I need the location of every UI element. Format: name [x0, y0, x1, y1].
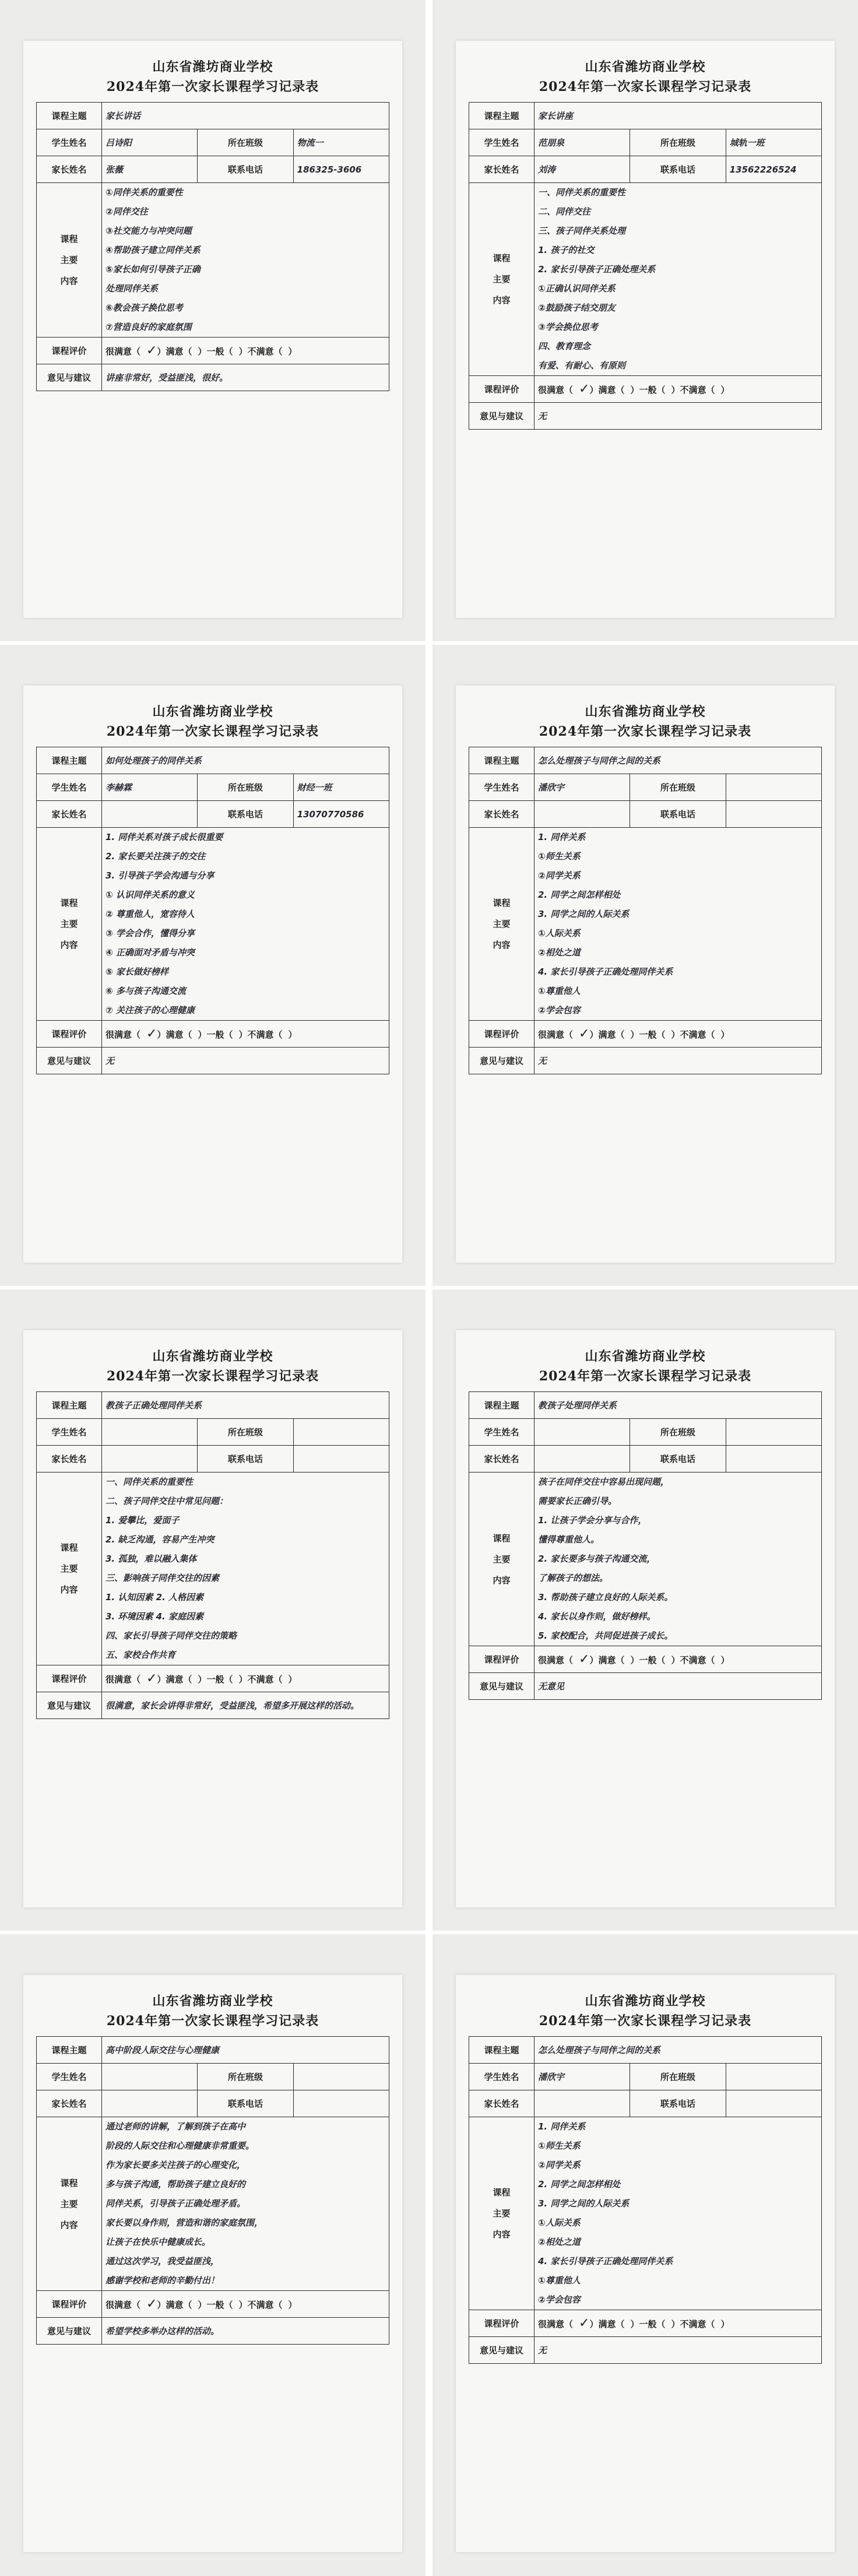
form-photo: [0, 645, 426, 1286]
rating-option: ）一般（: [630, 385, 666, 395]
parent-value: [102, 801, 198, 828]
content-text: [102, 183, 389, 338]
check-mark-icon: ✓: [579, 1652, 590, 1667]
phone-value: [726, 801, 821, 828]
rating-option: 很满意（: [106, 2300, 141, 2310]
topic-value: 怎么处理孩子与同伴之间的关系: [535, 747, 822, 774]
topic-value: 教孩子正确处理同伴关系: [102, 1392, 389, 1419]
form-photo: [432, 645, 858, 1286]
rating-option: ）: [720, 385, 730, 395]
school-name: 山东省潍坊商业学校: [585, 1994, 706, 2009]
form-photo: [432, 0, 858, 641]
content-line: ① 认识同伴关系的意义: [106, 890, 195, 900]
rating-option: ）不满意（: [671, 385, 715, 395]
form-title: 2024年第一次家长课程学习记录表: [539, 79, 752, 94]
form-photo: [0, 0, 426, 641]
content-line: 孩子在同伴交往中容易出现问题，: [538, 1477, 670, 1487]
phone-label: 联系电话: [630, 156, 726, 183]
rating-option: ）满意（: [589, 2319, 625, 2329]
content-line: 通过老师的讲解，了解到孩子在高中: [106, 2121, 246, 2132]
form-title: 2024年第一次家长课程学习记录表: [106, 79, 319, 94]
class-value: [726, 2064, 821, 2090]
rating-option: 很满意（: [538, 2319, 574, 2329]
content-line: 3. 同学之间的人际关系: [538, 2198, 630, 2209]
class-value: [293, 1419, 389, 1446]
content-line: 2. 家长要关注孩子的交往: [106, 851, 206, 862]
record-table: [469, 1391, 822, 1700]
topic-label: 课程主题: [37, 1392, 102, 1419]
content-line: 3. 孤独，难以融入集体: [106, 1554, 197, 1564]
parent-label: 家长姓名: [37, 1446, 102, 1472]
content-label: 课程 主要 内容: [469, 1472, 535, 1646]
record-form-sheet: [456, 41, 835, 618]
content-line: ⑤ 家长做好榜样: [106, 967, 168, 977]
class-label: 所在班级: [630, 2064, 726, 2090]
content-line: 4. 家长以身作则，做好榜样。: [538, 1611, 656, 1622]
record-table: [36, 747, 389, 1074]
suggestion-text: 无: [102, 1048, 389, 1074]
content-text: [102, 2117, 389, 2291]
evaluation-label: 课程评价: [469, 1646, 535, 1673]
content-text: [535, 2117, 822, 2310]
record-form-sheet: [456, 1975, 835, 2552]
suggestion-text: 无: [535, 403, 822, 430]
content-line: 1. 同伴关系: [538, 832, 586, 842]
rating-option: ）一般（: [630, 1655, 666, 1665]
student-value: 吕诗阳: [102, 129, 198, 156]
phone-value: [726, 2090, 821, 2117]
content-line: 2. 同学之间怎样相处: [538, 890, 621, 900]
student-value: [535, 1419, 630, 1446]
rating-option: ）一般（: [630, 2319, 666, 2329]
form-title: 2024年第一次家长课程学习记录表: [539, 1369, 752, 1384]
parent-label: 家长姓名: [37, 801, 102, 828]
content-line: 懂得尊重他人。: [538, 1534, 600, 1545]
student-label: 学生姓名: [469, 129, 535, 156]
parent-value: [102, 2090, 198, 2117]
content-line: 1. 孩子的社交: [538, 245, 595, 255]
content-line: 2. 家长引导孩子正确处理关系: [538, 264, 656, 275]
form-title: 2024年第一次家长课程学习记录表: [106, 1369, 319, 1384]
content-line: ②同学关系: [538, 870, 581, 881]
phone-label: 联系电话: [198, 2090, 293, 2117]
content-line: 1. 让孩子学会分享与合作，: [538, 1515, 647, 1526]
form-title: 2024年第一次家长课程学习记录表: [539, 2013, 752, 2029]
suggestion-text: 很满意，家长会讲得非常好，受益匪浅，希望多开展这样的活动。: [102, 1692, 389, 1719]
content-label: 课程 主要 内容: [469, 828, 535, 1021]
rating-option: 很满意（: [106, 1029, 141, 1040]
rating-option: ）: [288, 1674, 297, 1685]
student-value: 潘欣宇: [535, 774, 630, 801]
content-label: 课程 主要 内容: [37, 2117, 102, 2291]
content-line: 1. 认知因素 2. 人格因素: [106, 1592, 203, 1602]
content-line: 3. 环境因素 4. 家庭因素: [106, 1611, 203, 1622]
content-line: 二、同伴交往: [538, 206, 591, 217]
content-line: ⑥ 多与孩子沟通交流: [106, 986, 186, 996]
record-table: [469, 747, 822, 1074]
phone-label: 联系电话: [630, 1446, 726, 1472]
rating-option: ）不满意（: [671, 1655, 715, 1665]
content-text: [102, 1472, 389, 1665]
record-table: [36, 102, 389, 391]
rating-option: 很满意（: [538, 385, 574, 395]
content-line: ①尊重他人: [538, 2275, 581, 2286]
topic-label: 课程主题: [469, 103, 535, 129]
content-line: ①人际关系: [538, 2217, 581, 2228]
suggestion-label: 意见与建议: [37, 364, 102, 391]
content-line: 3. 帮助孩子建立良好的人际关系。: [538, 1592, 673, 1602]
rating-option: ）一般（: [198, 346, 233, 357]
form-title: 2024年第一次家长课程学习记录表: [106, 724, 319, 739]
suggestion-text: 希望学校多举办这样的活动。: [102, 2318, 389, 2345]
content-line: ②同伴交往: [106, 206, 148, 217]
school-name: 山东省潍坊商业学校: [152, 1349, 273, 1364]
check-mark-icon: ✓: [579, 1027, 590, 1041]
parent-label: 家长姓名: [469, 2090, 535, 2117]
phone-label: 联系电话: [630, 2090, 726, 2117]
phone-label: 联系电话: [198, 801, 293, 828]
suggestion-label: 意见与建议: [469, 1673, 535, 1700]
content-line: 让孩子在快乐中健康成长。: [106, 2237, 211, 2247]
check-mark-icon: ✓: [579, 382, 590, 396]
record-form-sheet: [23, 686, 402, 1263]
content-line: 阶段的人际交往和心理健康非常重要。: [106, 2141, 255, 2151]
record-form-sheet: [456, 1330, 835, 1907]
content-line: 2. 同学之间怎样相处: [538, 2179, 621, 2190]
phone-value: 13562226524: [726, 156, 821, 183]
rating-option: ）满意（: [589, 1655, 625, 1665]
rating-option: 很满意（: [538, 1029, 574, 1040]
topic-label: 课程主题: [37, 747, 102, 774]
rating-option: ）满意（: [157, 1029, 192, 1040]
evaluation-options: [102, 1665, 389, 1692]
content-line: 3. 引导孩子学会沟通与分享: [106, 870, 214, 881]
class-label: 所在班级: [198, 2064, 293, 2090]
class-value: 物流一: [293, 129, 389, 156]
content-line: ①人际关系: [538, 928, 581, 939]
content-line: ④帮助孩子建立同伴关系: [106, 245, 201, 255]
record-form-sheet: [23, 1330, 402, 1907]
content-line: ②鼓励孩子结交朋友: [538, 303, 616, 313]
check-mark-icon: ✓: [579, 2316, 590, 2331]
parent-value: [102, 1446, 198, 1472]
school-name: 山东省潍坊商业学校: [585, 704, 706, 719]
topic-label: 课程主题: [469, 747, 535, 774]
form-photo: [432, 1934, 858, 2576]
phone-label: 联系电话: [630, 801, 726, 828]
rating-option: ）不满意（: [238, 1674, 283, 1685]
school-name: 山东省潍坊商业学校: [152, 704, 273, 719]
evaluation-options: [535, 1646, 822, 1673]
evaluation-options: [535, 1021, 822, 1048]
student-label: 学生姓名: [469, 2064, 535, 2090]
topic-label: 课程主题: [469, 1392, 535, 1419]
class-label: 所在班级: [198, 1419, 293, 1446]
content-line: ①尊重他人: [538, 986, 581, 996]
evaluation-options: [535, 2310, 822, 2337]
record-table: [36, 1391, 389, 1719]
rating-option: ）一般（: [198, 1029, 233, 1040]
suggestion-label: 意见与建议: [37, 1692, 102, 1719]
content-line: ⑦ 关注孩子的心理健康: [106, 1005, 195, 1015]
student-value: [102, 2064, 198, 2090]
class-label: 所在班级: [198, 774, 293, 801]
content-line: 通过这次学习，我受益匪浅，: [106, 2256, 220, 2266]
content-line: ③学会换位思考: [538, 322, 598, 332]
content-line: 4. 家长引导孩子正确处理同伴关系: [538, 967, 673, 977]
rating-option: ）一般（: [198, 1674, 233, 1685]
content-line: 4. 家长引导孩子正确处理同伴关系: [538, 2256, 673, 2266]
student-label: 学生姓名: [37, 774, 102, 801]
content-line: ①正确认识同伴关系: [538, 283, 616, 294]
school-name: 山东省潍坊商业学校: [585, 1349, 706, 1364]
school-name: 山东省潍坊商业学校: [152, 1994, 273, 2009]
content-line: 2. 缺乏沟通，容易产生冲突: [106, 1534, 214, 1545]
record-table: [36, 2036, 389, 2345]
content-line: 了解孩子的想法。: [538, 1573, 609, 1583]
content-line: 四、家长引导孩子同伴交往的策略: [106, 1630, 237, 1641]
suggestion-label: 意见与建议: [37, 2318, 102, 2345]
rating-option: ）满意（: [589, 385, 625, 395]
content-line: ①师生关系: [538, 851, 581, 862]
student-label: 学生姓名: [37, 129, 102, 156]
phone-value: 13070770586: [293, 801, 389, 828]
content-line: 处理同伴关系: [106, 283, 159, 294]
content-line: ③ 学会合作，懂得分享: [106, 928, 195, 939]
topic-value: 怎么处理孩子与同伴之间的关系: [535, 2037, 822, 2064]
evaluation-options: [102, 1021, 389, 1048]
topic-value: 家长讲话: [102, 103, 389, 129]
content-line: 2. 家长要多与孩子沟通交流，: [538, 1554, 656, 1564]
student-label: 学生姓名: [469, 774, 535, 801]
class-value: 财经一班: [293, 774, 389, 801]
form-photo: [0, 1289, 426, 1931]
student-value: 李赫霖: [102, 774, 198, 801]
evaluation-label: 课程评价: [469, 376, 535, 403]
rating-option: ）一般（: [630, 1029, 666, 1040]
evaluation-label: 课程评价: [37, 1665, 102, 1692]
evaluation-options: [102, 338, 389, 364]
form-title: 2024年第一次家长课程学习记录表: [539, 724, 752, 739]
suggestion-text: 无意见: [535, 1673, 822, 1700]
content-line: 5. 家校配合，共同促进孩子成长。: [538, 1630, 673, 1641]
rating-option: ）满意（: [589, 1029, 625, 1040]
school-name: 山东省潍坊商业学校: [585, 59, 706, 75]
rating-option: ）: [288, 346, 297, 357]
phone-label: 联系电话: [198, 156, 293, 183]
rating-option: ）: [288, 1029, 297, 1040]
suggestion-text: 讲座非常好，受益匪浅，很好。: [102, 364, 389, 391]
content-line: 三、影响孩子同伴交往的因素: [106, 1573, 220, 1583]
record-form-sheet: [456, 686, 835, 1263]
content-line: ②学会包容: [538, 2294, 581, 2305]
content-line: 感谢学校和老师的辛勤付出！: [106, 2275, 220, 2286]
class-value: [726, 774, 821, 801]
rating-option: 很满意（: [106, 346, 141, 357]
content-line: 1. 爱攀比，爱面子: [106, 1515, 180, 1526]
student-label: 学生姓名: [37, 2064, 102, 2090]
topic-label: 课程主题: [469, 2037, 535, 2064]
content-label: 课程 主要 内容: [469, 2117, 535, 2310]
topic-value: 如何处理孩子的同伴关系: [102, 747, 389, 774]
form-photo: [432, 1289, 858, 1931]
content-line: ①同伴关系的重要性: [106, 187, 183, 198]
rating-option: ）满意（: [157, 1674, 192, 1685]
content-line: ③社交能力与冲突问题: [106, 226, 192, 236]
rating-option: ）一般（: [198, 2300, 233, 2310]
content-line: ②相处之道: [538, 2237, 581, 2247]
rating-option: ）满意（: [157, 2300, 192, 2310]
content-line: 1. 同伴关系对孩子成长很重要: [106, 832, 223, 842]
content-line: ②同学关系: [538, 2160, 581, 2170]
content-line: 需要家长正确引导。: [538, 1496, 617, 1506]
phone-value: [726, 1446, 821, 1472]
content-line: 家长要以身作则，营造和谐的家庭氛围，: [106, 2217, 263, 2228]
topic-value: 教孩子处理同伴关系: [535, 1392, 822, 1419]
evaluation-options: [102, 2291, 389, 2318]
form-photo: [0, 1934, 426, 2576]
parent-label: 家长姓名: [469, 801, 535, 828]
evaluation-label: 课程评价: [469, 1021, 535, 1048]
record-table: [469, 2036, 822, 2364]
rating-option: ）不满意（: [238, 346, 283, 357]
content-text: [535, 1472, 822, 1646]
content-text: [102, 828, 389, 1021]
record-form-sheet: [23, 1975, 402, 2552]
content-line: 1. 同伴关系: [538, 2121, 586, 2132]
rating-option: ）不满意（: [238, 1029, 283, 1040]
parent-label: 家长姓名: [469, 156, 535, 183]
content-line: ②学会包容: [538, 1005, 581, 1015]
topic-value: 家长讲座: [535, 103, 822, 129]
parent-value: [535, 2090, 630, 2117]
content-text: [535, 828, 822, 1021]
class-label: 所在班级: [630, 774, 726, 801]
content-label: 课程 主要 内容: [37, 1472, 102, 1665]
content-line: 同伴关系，引导孩子正确处理矛盾。: [106, 2198, 246, 2209]
parent-value: 张薇: [102, 156, 198, 183]
content-label: 课程 主要 内容: [469, 183, 535, 376]
check-mark-icon: ✓: [146, 1027, 157, 1041]
class-value: [726, 1419, 821, 1446]
parent-label: 家长姓名: [37, 2090, 102, 2117]
suggestion-text: 无: [535, 2337, 822, 2364]
check-mark-icon: ✓: [146, 1671, 157, 1686]
evaluation-options: [535, 376, 822, 403]
content-line: 三、孩子同伴关系处理: [538, 226, 626, 236]
record-form-sheet: [23, 41, 402, 618]
topic-label: 课程主题: [37, 103, 102, 129]
evaluation-label: 课程评价: [37, 338, 102, 364]
topic-label: 课程主题: [37, 2037, 102, 2064]
parent-value: [535, 1446, 630, 1472]
phone-value: [293, 2090, 389, 2117]
content-line: 一、同伴关系的重要性: [538, 187, 626, 198]
content-line: ②相处之道: [538, 947, 581, 958]
record-table: [469, 102, 822, 430]
content-line: 五、家校合作共育: [106, 1650, 176, 1660]
form-title: 2024年第一次家长课程学习记录表: [106, 2013, 319, 2029]
content-line: 作为家长要多关注孩子的心理变化，: [106, 2160, 246, 2170]
content-line: 多与孩子沟通，帮助孩子建立良好的: [106, 2179, 246, 2190]
class-label: 所在班级: [630, 129, 726, 156]
content-line: ①师生关系: [538, 2141, 581, 2151]
suggestion-label: 意见与建议: [37, 1048, 102, 1074]
evaluation-label: 课程评价: [469, 2310, 535, 2337]
phone-value: [293, 1446, 389, 1472]
student-label: 学生姓名: [37, 1419, 102, 1446]
student-value: 潘欣宇: [535, 2064, 630, 2090]
rating-option: ）: [288, 2300, 297, 2310]
content-line: 二、孩子同伴交往中常见问题：: [106, 1496, 228, 1506]
rating-option: 很满意（: [106, 1674, 141, 1685]
evaluation-label: 课程评价: [37, 1021, 102, 1048]
content-line: ⑤家长如何引导孩子正确: [106, 264, 201, 275]
parent-value: 刘涛: [535, 156, 630, 183]
rating-option: ）满意（: [157, 346, 192, 357]
class-label: 所在班级: [198, 129, 293, 156]
student-value: [102, 1419, 198, 1446]
parent-label: 家长姓名: [37, 156, 102, 183]
content-label: 课程 主要 内容: [37, 183, 102, 338]
school-name: 山东省潍坊商业学校: [152, 59, 273, 75]
content-label: 课程 主要 内容: [37, 828, 102, 1021]
topic-value: 高中阶段人际交往与心理健康: [102, 2037, 389, 2064]
content-line: ⑦营造良好的家庭氛围: [106, 322, 192, 332]
content-line: 3. 同学之间的人际关系: [538, 909, 630, 919]
rating-option: ）不满意（: [671, 1029, 715, 1040]
class-label: 所在班级: [630, 1419, 726, 1446]
content-line: ④ 正确面对矛盾与冲突: [106, 947, 195, 958]
parent-label: 家长姓名: [469, 1446, 535, 1472]
check-mark-icon: ✓: [146, 343, 157, 358]
parent-value: [535, 801, 630, 828]
rating-option: ）不满意（: [238, 2300, 283, 2310]
rating-option: 很满意（: [538, 1655, 574, 1665]
content-line: 四、教育理念: [538, 341, 591, 352]
phone-label: 联系电话: [198, 1446, 293, 1472]
suggestion-label: 意见与建议: [469, 1048, 535, 1074]
rating-option: ）: [720, 2319, 730, 2329]
content-line: ② 尊重他人，宽容待人: [106, 909, 195, 919]
suggestion-label: 意见与建议: [469, 403, 535, 430]
rating-option: ）: [720, 1029, 730, 1040]
suggestion-label: 意见与建议: [469, 2337, 535, 2364]
rating-option: ）不满意（: [671, 2319, 715, 2329]
student-value: 范朋泉: [535, 129, 630, 156]
class-value: [293, 2064, 389, 2090]
evaluation-label: 课程评价: [37, 2291, 102, 2318]
suggestion-text: 无: [535, 1048, 822, 1074]
student-label: 学生姓名: [469, 1419, 535, 1446]
content-text: [535, 183, 822, 376]
rating-option: ）: [720, 1655, 730, 1665]
class-value: 城轨一班: [726, 129, 821, 156]
content-line: ⑥教会孩子换位思考: [106, 303, 183, 313]
check-mark-icon: ✓: [146, 2297, 157, 2311]
phone-value: 186325-3606: [293, 156, 389, 183]
content-line: 有爱、有耐心、有原则: [538, 360, 626, 371]
content-line: 一、同伴关系的重要性: [106, 1477, 194, 1487]
